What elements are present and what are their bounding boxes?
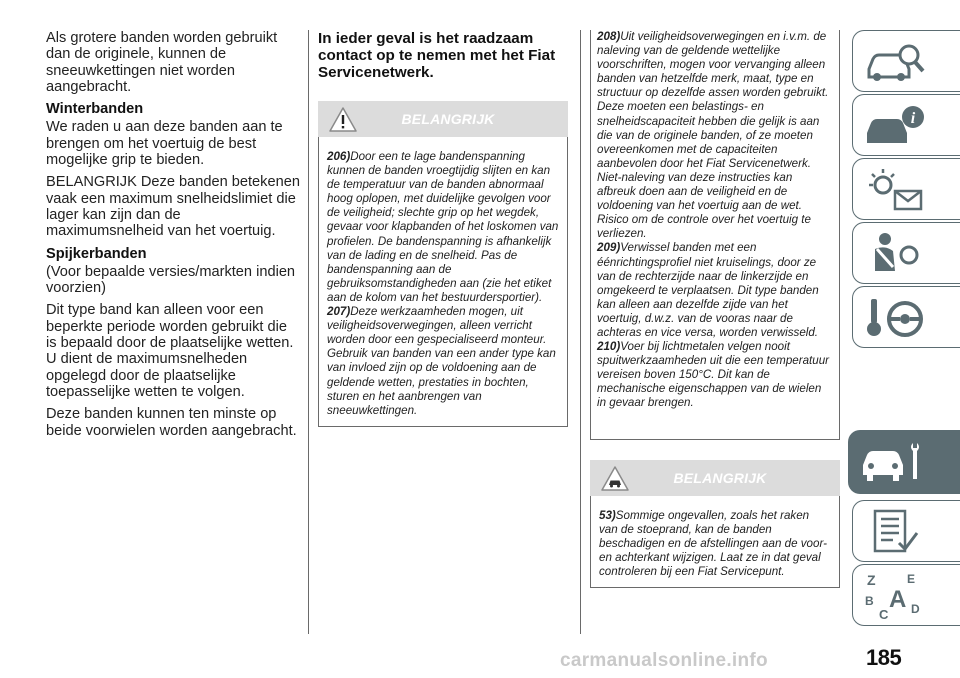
tab-checklist[interactable] bbox=[852, 500, 960, 562]
note-text: Door een te lage bandenspanning kunnen de banden vroegtijdig slijten en kan de temperatuur van de banden abnormaal hoog oplopen, met duidelijke gevolgen voor de veiligheid; slechte grip op het wegdek, gevaar voor klapbanden of het loskomen van profielen. De bandenspanning is afhankelijk van de lading en de snelheid. Pas de bandenspanning aan de gebruiksomstandigheden aan (zie het etiket aan de kolom van het bestuurdersportier). bbox=[327, 150, 559, 304]
intro-text: Als grotere banden worden gebruikt dan de originele, kunnen de sneeuwkettingen niet worden aangebracht. bbox=[46, 30, 278, 95]
note-number: 53) bbox=[599, 508, 616, 522]
checklist-icon bbox=[861, 505, 933, 559]
svg-text:B: B bbox=[865, 594, 874, 608]
note-text: Verwissel banden met een éénrichtingsprofiel niet kruiselings, door ze van de rechterzijde naar de linkerzijde en omgekeerd te verplaatsen. Dit type banden kan alleen aan dezelfde zijde van het voertuig, d.w.z. van de vooras naar de achteras en vice versa, worden verwisseld. bbox=[597, 241, 819, 339]
warning-banner bbox=[318, 101, 568, 137]
tab-dashboard-lights[interactable] bbox=[852, 158, 960, 220]
note-206 bbox=[327, 150, 559, 305]
warning-banner bbox=[590, 460, 840, 496]
column-1 bbox=[46, 30, 301, 445]
note-207 bbox=[327, 305, 559, 418]
note-number: 207) bbox=[327, 305, 351, 319]
column-3 bbox=[590, 30, 840, 588]
svg-text:C: C bbox=[879, 607, 889, 622]
spijker-text-1: (Voor bepaalde versies/markten indien voorzien) bbox=[46, 263, 296, 297]
warning-title: BELANGRIJK bbox=[673, 469, 767, 486]
winter-text-1: We raden u aan deze banden aan te brengen om het voertuig de best mogelijke grip te bieden. bbox=[46, 119, 283, 169]
column-2 bbox=[318, 30, 568, 427]
note-53 bbox=[599, 509, 831, 579]
warning-title: BELANGRIJK bbox=[401, 111, 495, 127]
dashboard-lights-icon bbox=[861, 163, 933, 217]
car-info-icon bbox=[861, 99, 933, 153]
note-text: Voer bij lichtmetalen velgen nooit spuitwerkzaamheden uit die een temperatuur vereisen boven 150°C. Dit kan de mechanische eigenschappen van de wielen in gevaar brengen. bbox=[597, 340, 830, 410]
seatbelt-airbag-icon bbox=[861, 227, 933, 281]
note-number: 208) bbox=[597, 30, 621, 43]
winter-text-2: BELANGRIJK Deze banden betekenen vaak een maximum snelheidslimiet die lager kan zijn dan de maximumsnelheid van het voertuig. bbox=[46, 174, 300, 240]
tab-alphabet-index[interactable] bbox=[852, 564, 960, 626]
note-text: Uit veiligheidsoverwegingen en i.v.m. de naleving van de geldende wettelijke voorschriften, mogen voor vervanging alleen banden van hetzelfde merk, maat, type en structuur op dezelfde assen worden gebruikt. Deze moeten een belastings- en snelheidscapaciteit hebben die gelijk is aan die van de originele banden, of ze moeten overeenkomen met de capaciteiten aanbevolen door het Fiat Servicenetwerk. Niet-naleving van deze instructies kan afbreuk doen aan de veiligheid en de voldoening van het voertuig aan de wet. Risico om de controle over het voertuig te verliezen. bbox=[597, 30, 829, 241]
warning-box bbox=[590, 496, 840, 588]
svg-text:D: D bbox=[911, 602, 920, 616]
heading-spijkerbanden: Spijkerbanden bbox=[46, 245, 147, 262]
heading-winterbanden: Winterbanden bbox=[46, 101, 144, 118]
tab-seatbelt-airbag[interactable] bbox=[852, 222, 960, 284]
tab-car-info[interactable] bbox=[852, 94, 960, 156]
note-number: 210) bbox=[597, 340, 621, 354]
spijker-text-2: Dit type band kan alleen voor een beperkte periode worden gebruikt die is bepaald door de plaatselijke wetten. U dient de maximumsnelheden opgelegd door de plaatselijke toepasselijke wetten te volgen. bbox=[46, 302, 294, 400]
warning-box-continued bbox=[590, 30, 840, 440]
warning-triangle-icon bbox=[328, 106, 358, 133]
note-number: 209) bbox=[597, 241, 621, 255]
car-wrench-icon bbox=[857, 435, 933, 489]
note-209 bbox=[597, 241, 833, 340]
note-text: Deze werkzaamheden mogen, uit veiligheidsoverwegingen, alleen verricht worden door een gespecialiseerd monteur. Gebruik van banden van een ander type kan van invloed zijn op de voldoening aan de geldende wetten, prestaties in bochten, sturen en het aanbrengen van sneeuwkettingen. bbox=[327, 305, 556, 417]
note-210 bbox=[597, 340, 833, 410]
svg-text:E: E bbox=[907, 572, 916, 586]
service-heading: In ieder geval is het raadzaam contact op te nemen met het Fiat Servicenetwerk. bbox=[318, 30, 556, 81]
warning-box bbox=[318, 137, 568, 427]
tab-car-wrench[interactable] bbox=[848, 430, 960, 494]
spijker-text-3: Deze banden kunnen ten minste op beide voorwielen worden aangebracht. bbox=[46, 406, 297, 439]
alphabet-index-icon bbox=[861, 569, 933, 623]
svg-text:Z: Z bbox=[867, 572, 876, 588]
page-number: 185 bbox=[866, 645, 902, 670]
note-208 bbox=[597, 30, 833, 241]
svg-text:i: i bbox=[910, 110, 916, 127]
column-divider bbox=[308, 30, 309, 634]
note-number: 206) bbox=[327, 150, 351, 163]
tab-car-search[interactable] bbox=[852, 30, 960, 92]
key-steering-icon bbox=[861, 291, 933, 345]
column-divider bbox=[580, 30, 581, 634]
car-crash-warning-icon bbox=[600, 465, 630, 492]
watermark: carmanualsonline.info bbox=[560, 650, 768, 671]
car-search-icon bbox=[861, 35, 933, 89]
svg-text:A: A bbox=[889, 586, 907, 613]
tab-key-steering[interactable] bbox=[852, 286, 960, 348]
note-text: Sommige ongevallen, zoals het raken van de stoeprand, kan de banden beschadigen en de afstellingen aan de voor- en achterkant wijzigen. Laat ze in dat geval controleren bij een Fiat Servicepunt. bbox=[599, 508, 827, 578]
